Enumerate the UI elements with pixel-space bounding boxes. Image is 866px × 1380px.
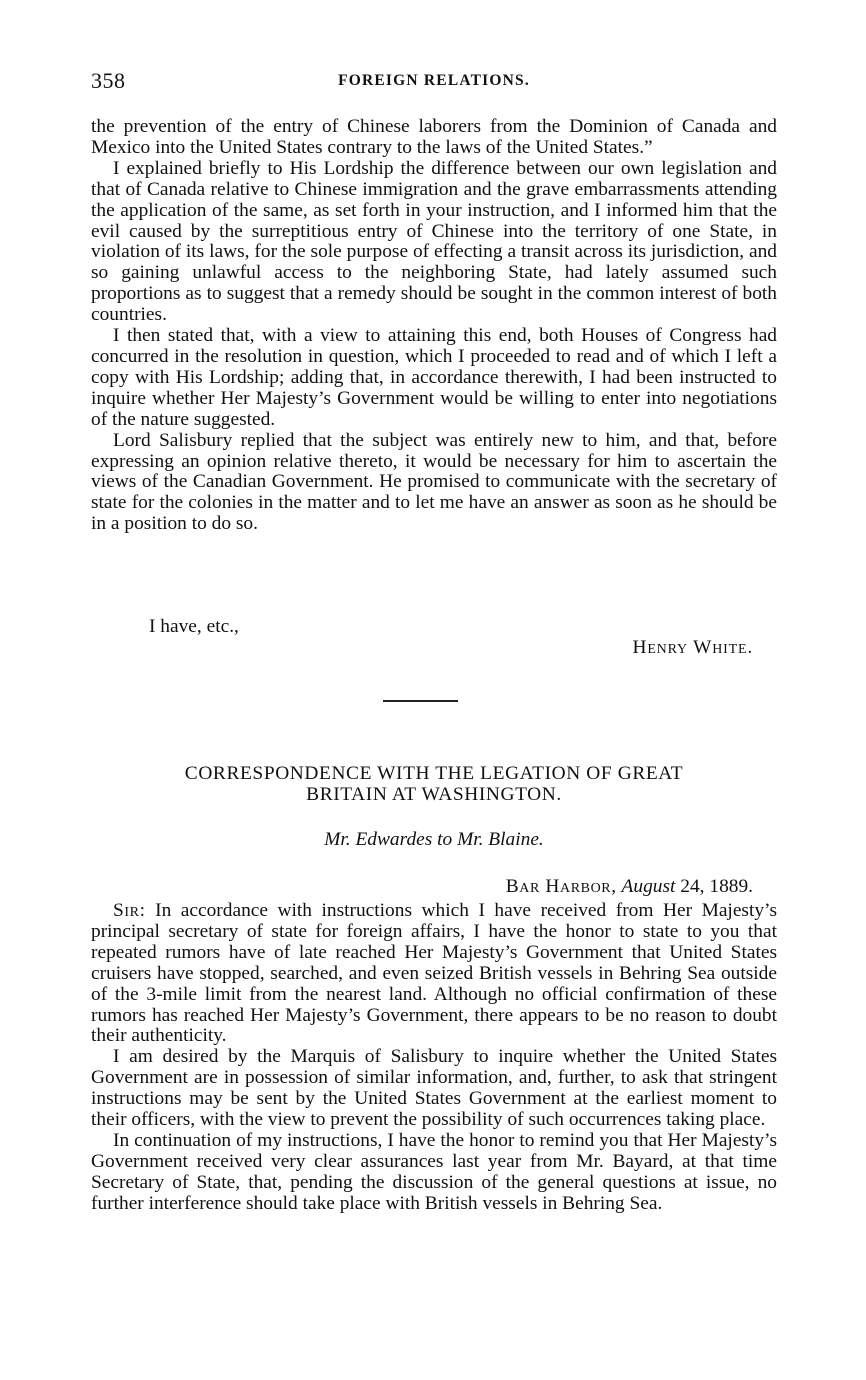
previous-letter-body bbox=[91, 117, 777, 535]
dateline-day-year: 24, 1889. bbox=[680, 876, 753, 897]
section-heading bbox=[91, 763, 777, 805]
letter-dateline bbox=[91, 876, 753, 898]
section-heading-line: BRITAIN AT WASHINGTON. bbox=[306, 784, 562, 805]
paragraph: I then stated that, with a view to attaining this end, both Houses of Congress had concurred in the resolution in question, which I proceeded to read and of which I left a copy with His Lordship; adding that, in accordance therewith, I had been instructed to inquire whether Her Majesty’s Government would be willing to enter into negotiations of the nature suggested. bbox=[91, 325, 777, 430]
complimentary-close: I have, etc., bbox=[149, 616, 239, 637]
paragraph: I am desired by the Marquis of Salisbury to inquire whether the United States Government are in possession of similar information, and, further, to ask that stringent instructions may be sent by the United States Government at the earliest moment to their officers, with the view to prevent the possibility of such occurrences taking place. bbox=[91, 1046, 777, 1131]
page-header bbox=[91, 68, 777, 94]
dateline-month: August bbox=[621, 876, 676, 897]
page-number: 358 bbox=[91, 68, 126, 93]
dateline-place: Bar Harbor, bbox=[505, 876, 617, 897]
letter-closing bbox=[91, 617, 777, 659]
running-head: FOREIGN RELATIONS. bbox=[338, 72, 530, 89]
section-heading-line: CORRESPONDENCE WITH THE LEGATION OF GREAT bbox=[184, 763, 684, 784]
signature: Henry White. bbox=[632, 636, 753, 658]
paragraph: I explained briefly to His Lordship the difference between our own legislation and that of Canada relative to Chinese immigration and the grave embarrassments attending the application of the same, as set forth in your instruction, and I informed him that the evil caused by the surreptitious entry of Chinese into the territory of one State, in violation of its laws, for the sole purpose of effecting a transit across its jurisdiction, and so gaining unlawful access to the neighboring State, had lately assumed such proportions as to suggest that a remedy should be sought in the common interest of both countries. bbox=[91, 157, 777, 326]
paragraph: In continuation of my instructions, I have the honor to remind you that Her Majesty’s Government received very clear assurances last year from Mr. Bayard, at that time Secretary of State, that, pending the discussion of the general questions at issue, no further interference should take place with British vessels in Behring Sea. bbox=[91, 1129, 777, 1214]
paragraph-text: In accordance with instructions which I have received from Her Majesty’s principal secretary of state for foreign affairs, I have the honor to state to you that repeated rumors have of late reached Her Majesty’s Government that United States cruisers have stopped, searched, and even seized British vessels in Behring Sea outside of the 3-mile limit from the nearest land. Although no official confirmation of these rumors has reached Her Majesty’s Government, there appears to be no reason to doubt their authenticity. bbox=[91, 900, 777, 1047]
paragraph: the prevention of the entry of Chinese laborers from the Dominion of Canada and Mexico into the United States contrary to the laws of the United States.” bbox=[91, 116, 777, 158]
salutation: Sir: bbox=[113, 900, 146, 921]
letter-body bbox=[91, 901, 777, 1215]
paragraph: Lord Salisbury replied that the subject was entirely new to him, and that, before expressing an opinion relative thereto, it would be necessary for him to ascertain the views of the Canadian Government. He promised to communicate with the secretary of state for the colonies in the matter and to let me have an answer as soon as he should be in a position to do so. bbox=[91, 429, 777, 535]
section-divider bbox=[383, 700, 458, 702]
paragraph bbox=[91, 901, 777, 1047]
letter-title: Mr. Edwardes to Mr. Blaine. bbox=[324, 829, 544, 850]
